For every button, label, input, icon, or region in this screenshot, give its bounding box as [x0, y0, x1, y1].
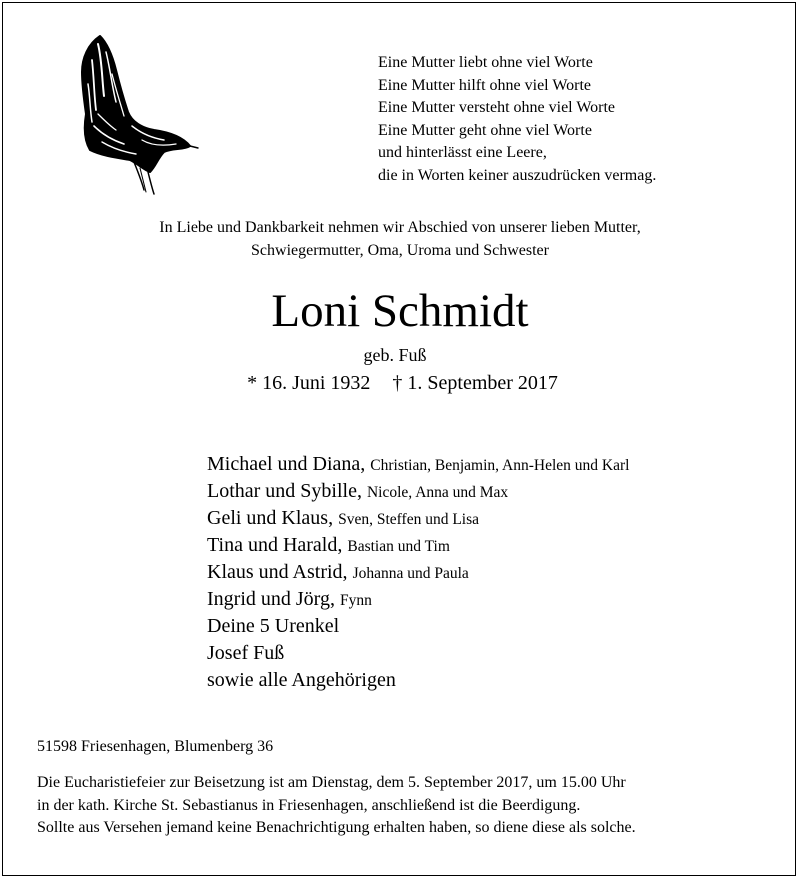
intro-text [0, 217, 800, 262]
family-row [207, 451, 629, 478]
family-row [207, 532, 629, 559]
family-main: Geli und Klaus, [207, 507, 334, 529]
address: 51598 Friesenhagen, Blumenberg 36 [37, 738, 274, 755]
family-row [207, 478, 629, 505]
poem-line: Eine Mutter versteht ohne viel Worte [378, 99, 616, 116]
family-children: Bastian und Tim [347, 538, 450, 555]
notice-line: in der kath. Kirche St. Sebastianus in Friesenhagen, anschließend ist die Beerdigung. [37, 796, 581, 814]
poem-line: Eine Mutter hilft ohne viel Worte [378, 76, 592, 94]
praying-hands-icon [72, 30, 200, 198]
intro-line: In Liebe und Dankbarkeit nehmen wir Abschied von unserer lieben Mutter, [159, 219, 641, 236]
family-row [207, 559, 629, 586]
maiden-name: geb. Fuß [363, 345, 427, 365]
poem-line: die in Worten keiner auszudrücken vermag. [378, 166, 657, 184]
life-dates [0, 369, 800, 397]
family-main: Michael und Diana, [207, 453, 366, 475]
family-main: sowie alle Angehörigen [207, 669, 396, 691]
poem-line: und hinterlässt eine Leere, [378, 144, 547, 161]
family-children: Johanna und Paula [352, 565, 469, 582]
family-main: Lothar und Sybille, [207, 480, 362, 502]
birth-date: * 16. Juni 1932 [247, 372, 371, 394]
family-main: Deine 5 Urenkel [207, 615, 340, 637]
poem-line: Eine Mutter geht ohne viel Worte [378, 121, 592, 139]
family-children: Christian, Benjamin, Ann-Helen und Karl [370, 457, 630, 474]
notice-line: Sollte aus Versehen jemand keine Benachrichtigung erhalten haben, so diene diese als solche. [37, 819, 636, 836]
family-main: Josef Fuß [207, 642, 285, 664]
intro-line: Schwiegermutter, Oma, Uroma und Schwester [251, 241, 549, 259]
family-main: Ingrid und Jörg, [207, 588, 335, 610]
family-main: Klaus und Astrid, [207, 561, 348, 583]
family-list [207, 451, 629, 694]
poem-line: Eine Mutter liebt ohne viel Worte [378, 54, 593, 71]
family-row [207, 586, 629, 613]
death-date: † 1. September 2017 [392, 372, 558, 394]
family-row [207, 667, 629, 694]
family-row [207, 505, 629, 532]
notice-line: Die Eucharistiefeier zur Beisetzung ist am Dienstag, dem 5. September 2017, um 15.00 Uhr [37, 774, 626, 791]
family-children: Sven, Steffen und Lisa [338, 511, 480, 528]
family-children: Fynn [339, 592, 372, 609]
deceased-name: Loni Schmidt [271, 285, 529, 337]
family-children: Nicole, Anna und Max [366, 484, 509, 501]
family-row [207, 613, 629, 640]
poem [378, 52, 656, 187]
family-row [207, 640, 629, 667]
family-main: Tina und Harald, [207, 534, 343, 556]
funeral-notice [37, 772, 636, 840]
